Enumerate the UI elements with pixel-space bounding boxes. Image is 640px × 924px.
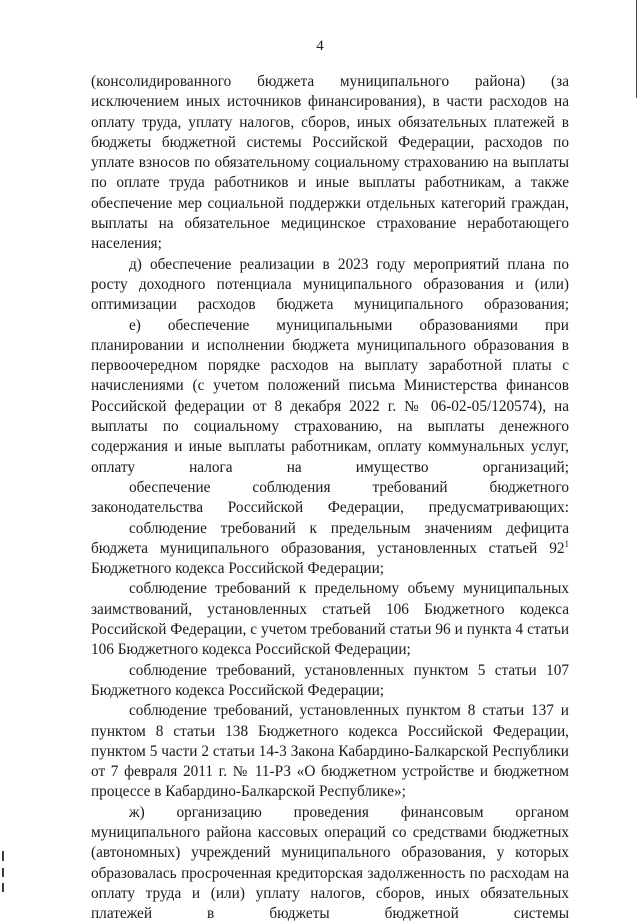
page-number: 4	[316, 38, 324, 54]
document-body	[91, 72, 569, 924]
scan-edge-mark	[2, 868, 4, 877]
paragraph-item-e: е) обеспечение муниципальными образованиями при планировании и исполнении бюджета муниципального образования в первоочередном порядке расходов на выплату заработной платы с начислениями (с учетом положений письма Министерства финансов Российской федерации от 8 декабря 2022 г. № 06-02-05/120574), на выплаты по социальному страхованию, на выплаты денежного содержания и иные выплаты работникам, оплату коммунальных услуг, оплату налога на имущество организаций;	[91, 316, 569, 476]
scan-edge-line	[636, 0, 637, 98]
paragraph-borrowing-limits: соблюдение требований к предельному объему муниципальных заимствований, установленных статьей 106 Бюджетного кодекса Российской Федерации, с учетом требований статьи 96 и пункта 4 статьи 106 Бюджетного кодекса Российской Федерации;	[91, 580, 569, 659]
article-superscript: 1	[564, 538, 569, 549]
paragraph-deficit-limits	[91, 519, 569, 580]
scan-edge-mark	[2, 851, 4, 861]
paragraph-article-107: соблюдение требований, установленных пунктом 5 статьи 107 Бюджетного кодекса Российской Федерации;	[91, 661, 569, 699]
paragraph-item-zh: ж) организацию проведения финансовым органом муниципального района кассовых операций со средствами бюджетных (автономных) учреждений муниципального образования, у которых образовалась просроченная кредиторская задолженность по расходам на оплату труда и (или) уплату налогов, сборов, иных обязательных платежей в бюджеты бюджетной системы	[91, 803, 569, 923]
paragraph-articles-137-138: соблюдение требований, установленных пунктом 8 статьи 137 и пунктом 8 статьи 138 Бюджетного кодекса Российской Федерации, пунктом 5 части 2 статьи 14-3 Закона Кабардино-Балкарской Республики от 7 февраля 2011 г. № 11-РЗ «О бюджетном устройстве и бюджетном процессе в Кабардино-Балкарской Республике»;	[91, 702, 569, 801]
scan-edge-mark	[2, 883, 4, 892]
paragraph-item-d: д) обеспечение реализации в 2023 году мероприятий плана по росту доходного потенциала муниципального образования и (или) оптимизации расходов бюджета муниципального образования;	[91, 255, 569, 314]
deficit-text-after: Бюджетного кодекса Российской Федерации;	[91, 560, 385, 578]
paragraph-consolidated-budget: (консолидированного бюджета муниципального района) (за исключением иных источников финансирования), в части расходов на оплату труда, уплату налогов, сборов, иных обязательных платежей в бюджеты бюджетной системы Российской Федерации, расходов по уплате взносов по обязательному социальному страхованию на выплаты по оплате труда работников и иные выплаты работникам, а также обеспечение мер социальной поддержки отдельных категорий граждан, выплаты на обязательное медицинское страхование неработающего населения;	[91, 73, 569, 253]
paragraph-budget-law-compliance: обеспечение соблюдения требований бюджетного законодательства Российской Федерации, предусматривающих:	[91, 478, 569, 517]
deficit-text-before: соблюдение требований к предельным значениям дефицита бюджета муниципального образования, установленных статьей 92	[91, 519, 569, 557]
